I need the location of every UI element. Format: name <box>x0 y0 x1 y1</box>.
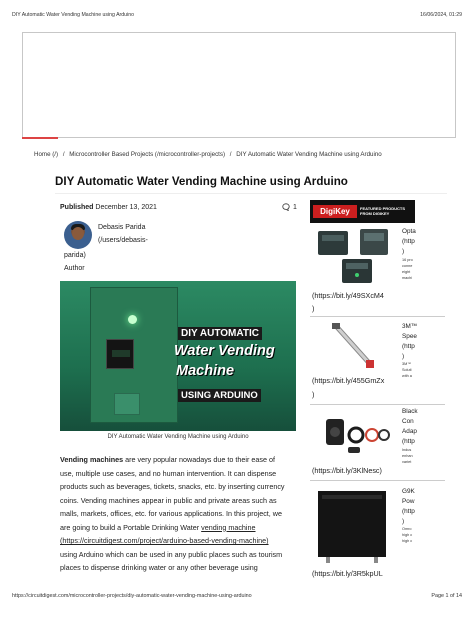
print-header-title: DIY Automatic Water Vending Machine using Arduino <box>12 12 134 18</box>
hero-text-line2: Water Vending <box>174 343 275 359</box>
breadcrumb <box>34 151 454 158</box>
comment-icon <box>282 203 290 211</box>
product-image[interactable] <box>312 485 396 565</box>
sidebar-featured-products <box>310 200 445 585</box>
print-header-date: 16/06/2024, 01:29 <box>420 12 462 18</box>
product-link[interactable]: (https://bit.ly/3KlNesc) <box>312 466 382 475</box>
digikey-tagline: FEATURED PRODUCTS FROM DIGIKEY <box>360 206 406 216</box>
page-number: Page 1 of 14 <box>431 593 462 599</box>
product-link[interactable]: (https://bit.ly/3R5kpUL <box>312 569 383 578</box>
title-divider <box>55 193 447 194</box>
hero-text-line3: Machine <box>176 363 235 379</box>
digikey-logo: DigiKey <box>313 205 357 218</box>
lcd-display <box>106 339 134 369</box>
product-card[interactable]: 3M™ Spee (http ) 3M™ Soluti with a (https://bit.ly/455GmZx ) <box>310 320 445 410</box>
product-link[interactable]: (https://bit.ly/455GmZx <box>312 376 385 385</box>
breadcrumb-category-link[interactable]: Microcontroller Based Projects (/microcontroller-projects) <box>69 151 226 158</box>
product-link[interactable]: (https://bit.ly/49SXcM4 <box>312 291 384 300</box>
hero-image <box>60 281 296 431</box>
breadcrumb-home-link[interactable]: Home (/) <box>34 151 59 158</box>
hero-text-line1: DIY AUTOMATIC <box>178 327 262 340</box>
breadcrumb-current: DIY Automatic Water Vending Machine using Arduino <box>236 151 382 158</box>
published-label: Published <box>60 204 94 211</box>
author-name-link[interactable]: Debasis Parida <box>98 224 146 231</box>
print-footer-url: https://circuitdigest.com/microcontroller-projects/diy-automatic-water-vending-machine-using-arduino <box>12 593 252 599</box>
digikey-banner[interactable] <box>310 200 415 223</box>
published-meta <box>60 204 157 211</box>
ad-accent-bar <box>22 137 58 139</box>
author-role: Author <box>64 265 85 272</box>
vending-machine-link[interactable]: vending machine <box>201 522 256 532</box>
author-avatar[interactable] <box>64 221 92 249</box>
article-body: Vending machines are very popular nowadays due to their ease of use, multiple use cases, and no human intervention. It can dispense products such as beverages, tickets, snacks, etc. by inserting currency coins. Vending machines appear in public and private areas such as malls, markets, offices, etc. for various applications. In this project, we are going to build a Portable Drinking Water vending machine (https://circuitdigest.com/project/arduino-based-vending-machine) using Arduino which can be used in any public places such as tourism places to dispense drinking water or any other beverage using <box>60 453 296 575</box>
product-card[interactable]: G9K Pow (http ) Omro high c high c (https://bit.ly/3R5kpUL <box>310 485 445 585</box>
product-card[interactable]: Opta (http ) 16 pro conne eight machi (https://bit.ly/49SXcM4 ) <box>310 227 445 317</box>
product-image[interactable] <box>312 227 396 287</box>
breadcrumb-separator: / <box>62 151 65 158</box>
published-date: December 13, 2021 <box>95 204 157 211</box>
ad-placeholder[interactable] <box>22 32 456 138</box>
vending-machine-url-link[interactable]: (https://circuitdigest.com/project/arduino-based-vending-machine) <box>60 536 269 545</box>
product-image[interactable] <box>312 409 396 461</box>
product-card[interactable]: Black Con Adap (http Indus enhan variet (https://bit.ly/3KlNesc) <box>310 407 445 482</box>
page-title: DIY Automatic Water Vending Machine using Arduino <box>55 175 348 188</box>
comment-count-link[interactable] <box>282 203 297 211</box>
hero-text-line4: USING ARDUINO <box>178 389 261 402</box>
hero-caption: DIY Automatic Water Vending Machine using Arduino <box>107 434 249 440</box>
breadcrumb-separator: / <box>229 151 232 158</box>
author-profile-link[interactable]: (/users/debasis- <box>98 237 148 244</box>
product-image[interactable] <box>312 320 396 374</box>
print-footer <box>0 590 474 606</box>
dispenser-slot <box>114 393 140 415</box>
comment-count: 1 <box>293 203 297 211</box>
lead-term: Vending machines <box>60 455 124 464</box>
indicator-led <box>128 315 137 324</box>
author-profile-link-end[interactable]: parida) <box>64 252 86 259</box>
print-header <box>0 0 474 16</box>
